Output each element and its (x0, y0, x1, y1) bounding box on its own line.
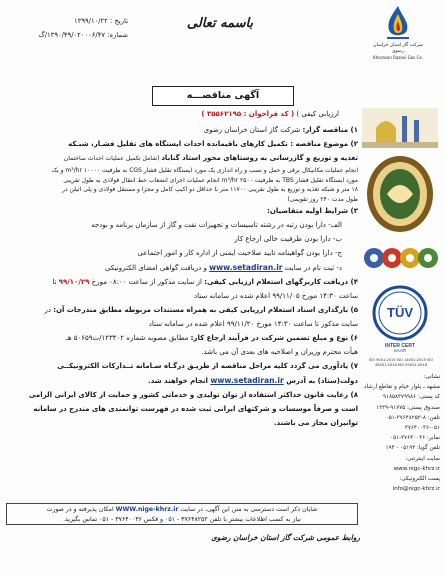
note-pre: شایان ذکر است دسترسی به متن این آگهی، در سایت (178, 506, 318, 513)
company-address (362, 372, 440, 494)
section-4-label: ۴) دریافت کاربرگهای استعلام ارزیابی کیفی: (204, 277, 358, 286)
section-5 (6, 304, 358, 318)
section-8-line2: است و صرفاً موسسات و شرکتهای ایرانی ثبت شده در فهرست توانمندی های مندرج در سامانه (33, 404, 358, 413)
section-4-tail: تا (52, 277, 59, 286)
section-4-text: از سایت مذکور از ساعت ۰۸:۰۰ مورخ (89, 277, 205, 286)
section-2-scope-1: انجام عملیات مکانیکال برقی و حمل و نصب و راه اندازی یک مورد ایستگاه تقلیل فشار CGS به ظرفیت m³/hr ۱۰۰۰۰ و یک (51, 167, 358, 174)
section-5-label: ۵) بارگذاری اسناد استعلام ارزیابی کیفی به همراه مستندات مربوطه مطابق مندرجات آن: (53, 305, 358, 314)
tuv-certification-icon (372, 283, 428, 353)
section-2-scope-4: طول مدت ۲۴۰ روز تقویمی) (287, 196, 358, 204)
section-7-post: انجام خواهند شد. (148, 376, 211, 385)
contact-note (6, 503, 358, 525)
letter-meta (10, 14, 128, 42)
address-line: مشهد ـ بلوار خیام و تقاطع ارشاد (363, 384, 440, 391)
section-6 (6, 332, 358, 346)
section-1 (6, 124, 358, 138)
tuv-sub-label: INTER CERT (385, 343, 415, 349)
section-2 (6, 138, 358, 152)
section-4-line2: ساعت ۱۴:۳۰ مورخ ۹۹/۱۱/۰۵ اعلام شده در سامانه ستاد (194, 291, 358, 300)
address-line: صندوق پستی: ۹۱۷۷۵-۱۲۳۹ (376, 404, 440, 411)
setadiran-link[interactable]: www.setadiran.ir (209, 262, 283, 272)
company-name-fa: شرکت گاز استان خراسان رضوی (373, 43, 423, 54)
section-3-c: ج- دارا بودن گواهینامه تایید صلاحیت ایمنی از اداره کار و امور اجتماعی (137, 248, 342, 257)
section-7-pre: دولت(ستاد) به آدرس (283, 376, 358, 385)
setadiran-link-2[interactable]: www.setadiran.ir (210, 375, 284, 385)
section-3-label: ۳) شرایط اولیه متقاضیان: (267, 206, 358, 215)
note-line-1 (7, 505, 357, 515)
website-link[interactable]: www.nigc-khrz.ir (393, 465, 440, 472)
section-4-date: ۹۹/۱۰/۲۹ (58, 277, 90, 286)
date-value: ۱۳۹۹/۱۰/۲۲ (74, 17, 108, 25)
tuv-label: TÜV (387, 305, 413, 320)
address-line: نمابر: ۳۷۶۴۰۰۳۶-۰۵۱ (390, 435, 440, 442)
notice-subtitle (10, 108, 353, 120)
section-2-scope-3: ۱۸ متر و شبکه تغذیه و توزیع به طول تقریبی ۱۱۷۰۰ متر با حداقل دو اکیپ کامل و مجزا و مستقل فولادی و پلی اتیلن در (62, 186, 358, 194)
section-3-b: ب- دارا بودن ظرفیت خالی ارجاع کار (234, 234, 342, 243)
section-2-label: ۲) موضوع مناقصه : (290, 140, 358, 148)
address-line: پست الکترونیکی: (399, 476, 440, 483)
company-logo (367, 4, 429, 60)
letter-number (10, 28, 128, 42)
award-badges-icon (362, 240, 440, 276)
calligraphy-emblem-icon (365, 154, 435, 234)
letter-date (10, 14, 128, 28)
section-5-text: در (44, 305, 54, 314)
tuv-saar-label: SAAR (393, 348, 407, 353)
note-post: امکان پذیرفته و در صورت (46, 506, 116, 513)
address-line: نشانی: (423, 374, 440, 380)
section-1-label: ۱) مناقصه گزار: (302, 126, 358, 134)
address-line: کد پستی: ۹۱۸۵۸۳۷۹۹۸۶ (383, 394, 440, 401)
signature: روابط عمومی شرکت گاز استان خراسان رضوی (211, 533, 360, 542)
address-line: ۳۷۶۴۰۰۳۶-۰۵۱ (404, 425, 440, 432)
notice-title: آگهی مناقصـــه (152, 86, 294, 106)
gas-flame-logo-icon (381, 4, 415, 42)
section-8-line3: توانیران مجاز می باشند. (273, 418, 358, 427)
section-3-d (6, 261, 358, 276)
evaluation-type: ارزیابی کیفی ) (296, 110, 339, 118)
company-name-en: Khorasan Razavi Gas Co. (373, 55, 423, 60)
nige-khrz-link[interactable]: WWW.nige-khrz.ir (115, 506, 179, 513)
notice-body (6, 124, 358, 431)
section-6-text: مطابق مصوبه شماره ۱۲۳۴۰۲/ت۵۰۶۵۹ هـ (65, 333, 191, 342)
basmala-heading: باسمه تعالی (186, 16, 254, 31)
section-2-title2: تغذیه و توزیع و گازرسانی به روستاهای محور استاد گناباد (161, 154, 358, 162)
section-6-line2: هیأت محترم وزیران و اصلاحیه های بعدی آن می باشد. (201, 347, 358, 356)
section-5-line2: سایت مذکور تا ساعت ۱۴:۳۰ مورخ ۹۹/۱۱/۲۰ اعلام شده در سامانه ستاد (148, 319, 358, 328)
section-7-line2 (6, 374, 358, 389)
section-4 (6, 276, 358, 290)
iso-certificates: ISO 9001:2015 ISO 14001:2015 ISO 45001:2018 ISO 50001:2018 (368, 358, 434, 367)
section-6-label: ۶) نوع و مبلغ تضمین شرکت در فرآیند ارجاع کار: (190, 333, 358, 342)
section-3-a: الف- دارا بودن رتبه در رشته تاسیسات و تجهیزات نفت و گاز از سازمان برنامه و بودجه (91, 220, 342, 229)
address-line: تلفن گویا: ۰۵۱۹۴ - ۱۹۴ (385, 445, 440, 452)
address-line: تلفن: ۸-۳۷۶۴۸۲۵۲-۰۵۱ (385, 414, 440, 421)
section-3-d-post: و دریافت گواهی امضای الکترونیکی (104, 263, 210, 272)
section-3-d-pre: د- ثبت نام در سایت (282, 263, 342, 272)
section-1-text: شرکت گاز استان خراسان رضوی (203, 126, 303, 134)
number-label: شماره: (105, 31, 128, 39)
section-7: ۷) یادآوری می گردد کلیه مراحل مناقصه از طریـق درگـاه سـامانه تــدارکات الکترونیکــی (57, 361, 358, 370)
number-value: ۱۳۹۰/۴۹/۰۲۰۰۰۶/۴۷/گ (38, 31, 105, 39)
email-link[interactable]: info@nigc-khrz.ir (392, 486, 440, 493)
address-line: سایت اینترنتی: (405, 455, 440, 462)
section-2-scope-intro: (شامل تکمیل عملیات احداث ساختمان (63, 155, 162, 162)
note-line-2: نیاز به کسب اطلاعات بیشتر با تلفن ۳۷۶۴۸۲۵۲ - ۰۵۱ و فکس ۳۷۶۴۰۰۳۶ - ۰۵۱ تماس بگیرید. (63, 515, 301, 523)
section-8-line1: ۸) رعایت قانون حداکثر استفاده از توان تولیدی و خدماتی کشور و حمایت از کالای ایرانی الزامی (28, 390, 358, 399)
section-2-scope-2: مورد ایستگاه تقلیل فشار TBS به ظرفیت m³/hr ۲۵۰۰ انجام عملیات اجرای انشعاب خط انتقال فولادی به طول تقریبی (63, 176, 358, 184)
call-code: ( کد فراخوان : ۳۵۵۶۲۱۹۵ ) (201, 110, 295, 118)
section-2-title-line2 (6, 152, 358, 166)
date-label: تاریخ : (110, 17, 128, 25)
shrine-dome-icon (362, 108, 438, 148)
section-2-title: تکمیل کارهای باقیمانده احداث ایستگاه های تقلیل فشـار، شبـکه (68, 140, 291, 148)
